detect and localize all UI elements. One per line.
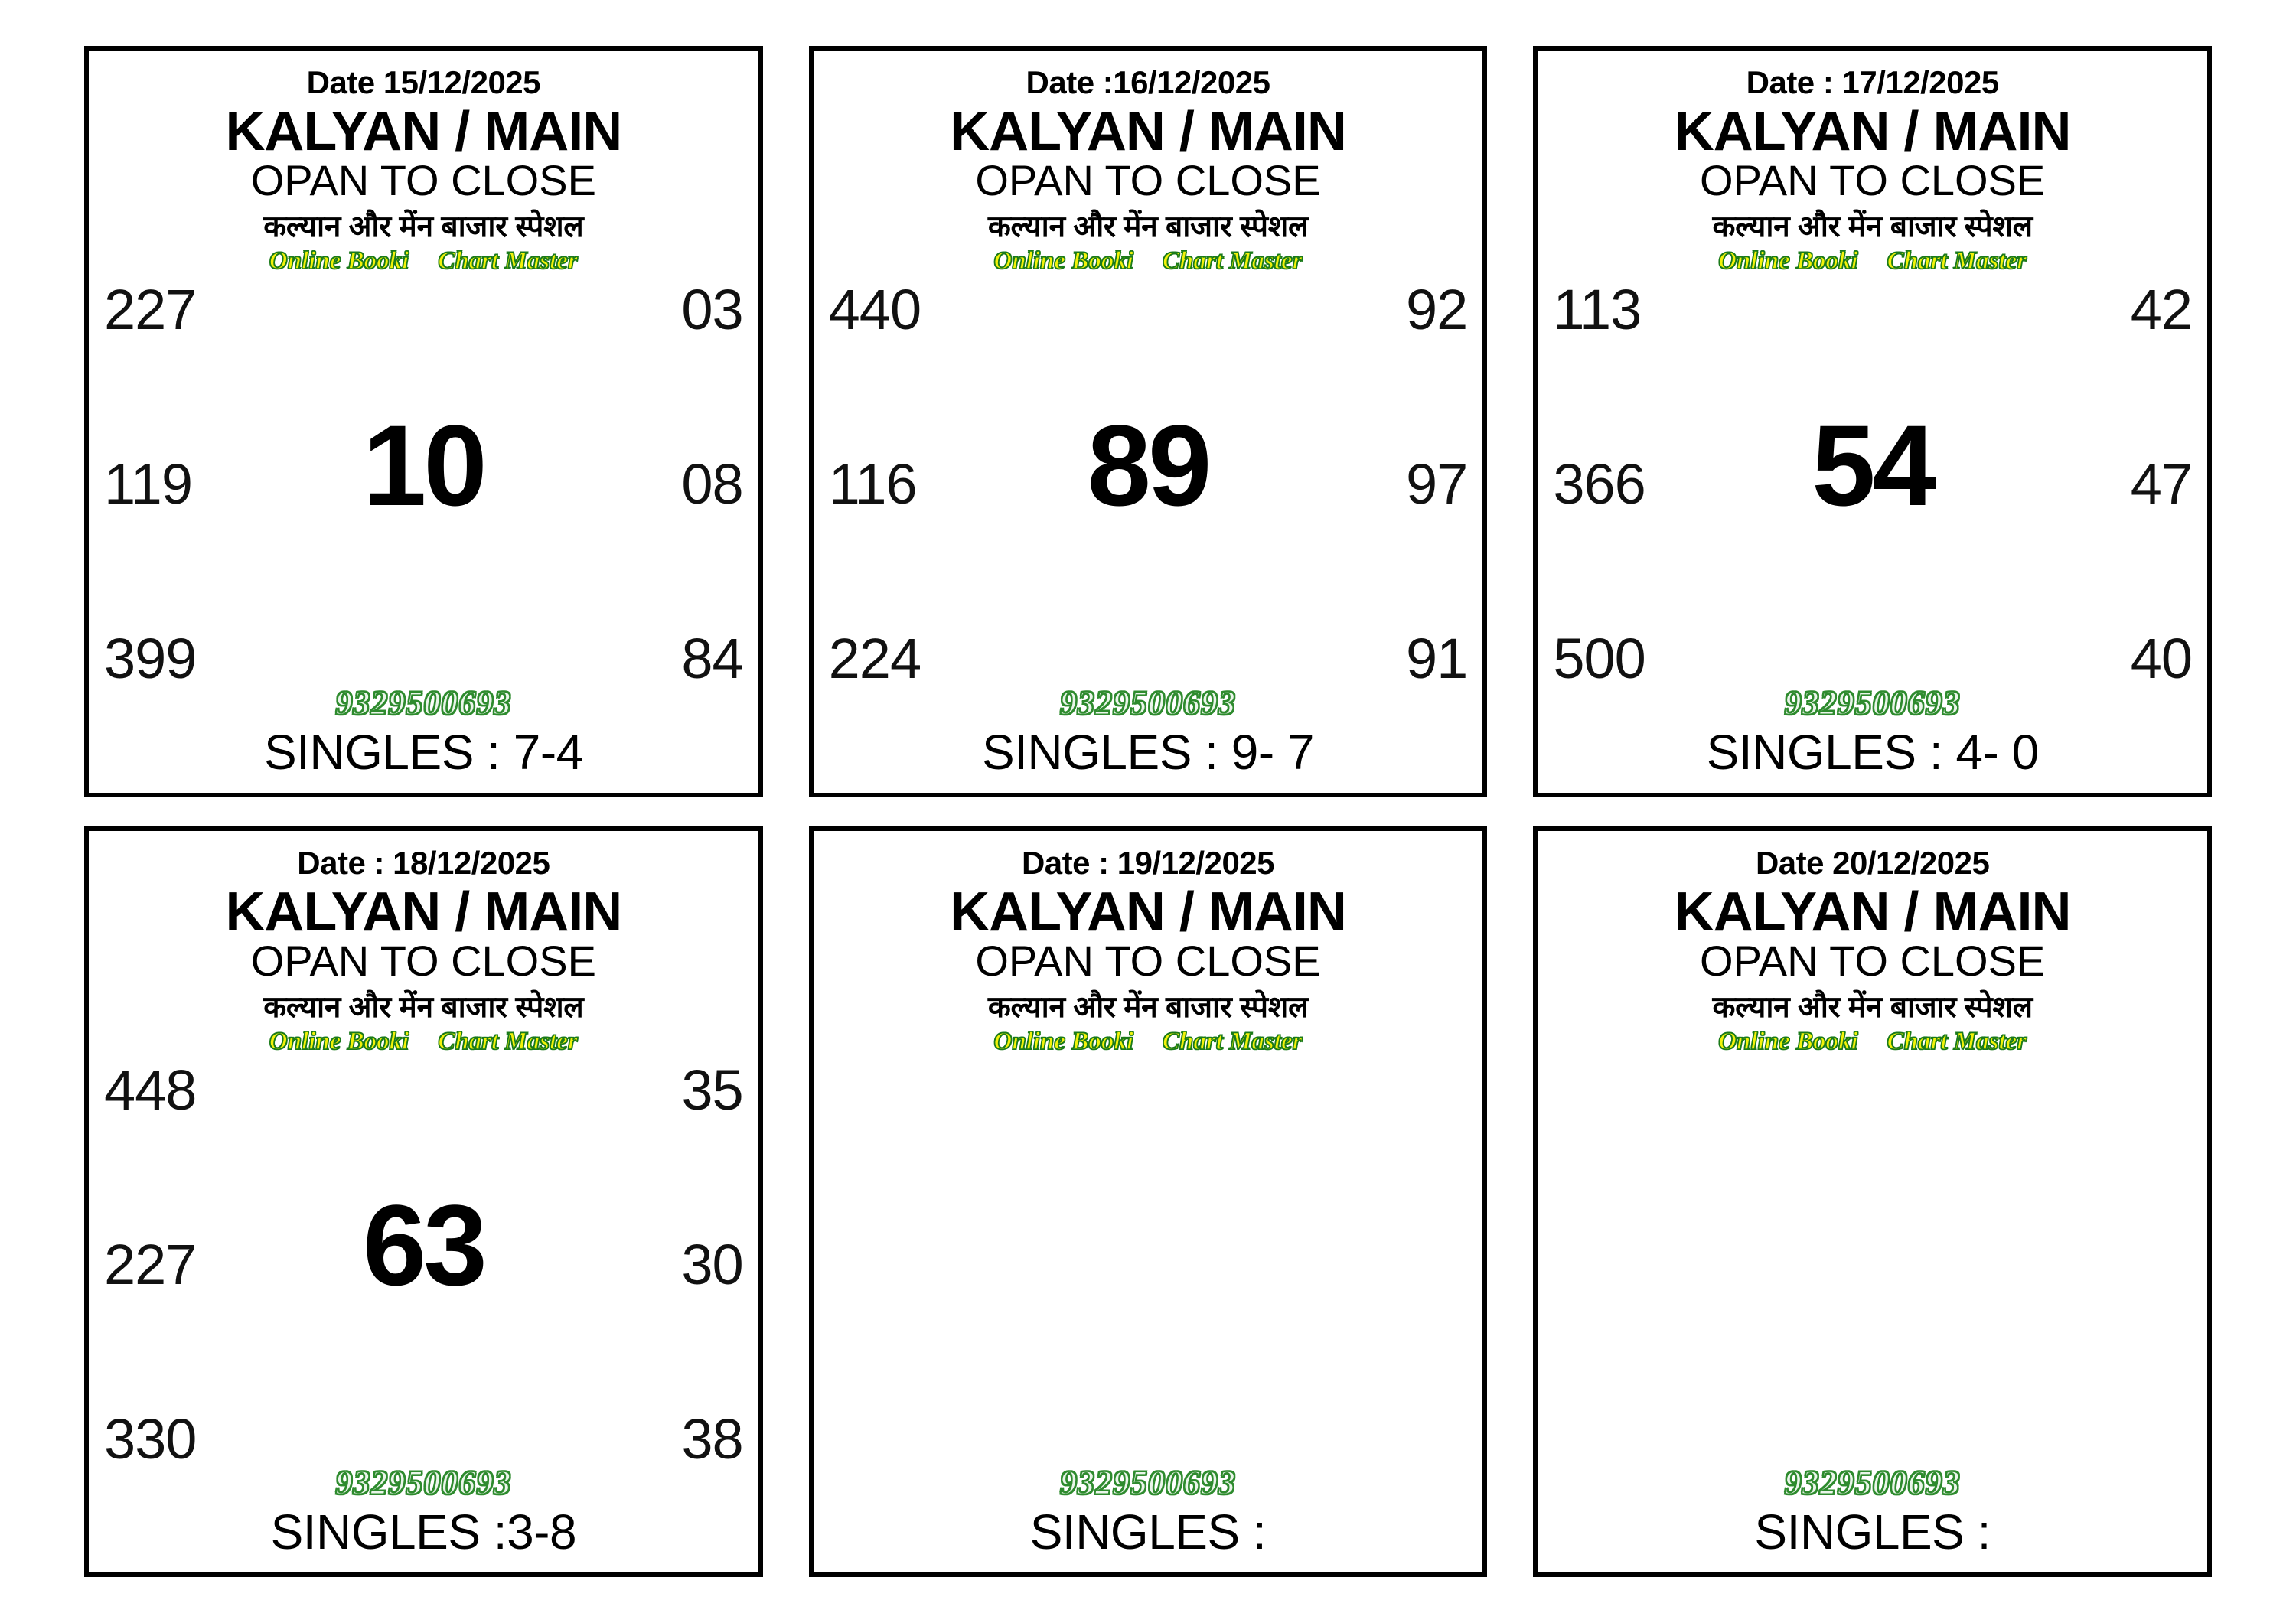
singles-value: 3-8 — [507, 1504, 577, 1559]
number-row — [1553, 278, 2192, 342]
card-title: KALYAN / MAIN — [1674, 101, 2071, 162]
card-title: KALYAN / MAIN — [225, 101, 622, 162]
brand-chart-master: Chart Master — [1162, 1027, 1303, 1055]
card-hindi-subtitle: कल्यान और मेंन बाजार स्पेशल — [1712, 990, 2033, 1024]
singles-line — [99, 724, 748, 781]
result-card — [809, 826, 1488, 1578]
close-panna: 38 — [681, 1406, 743, 1471]
open-panna: 440 — [828, 278, 921, 342]
card-subtitle: OPAN TO CLOSE — [250, 936, 596, 985]
result-card — [84, 46, 763, 797]
open-panna: 448 — [104, 1058, 197, 1122]
brand-online-booki: Online Booki — [269, 1027, 409, 1055]
result-card — [84, 826, 763, 1578]
contact-phone: 9329500693 — [335, 683, 512, 722]
brand-chart-master: Chart Master — [1887, 247, 2027, 275]
open-panna: 227 — [104, 1232, 197, 1296]
close-panna: 35 — [681, 1058, 743, 1122]
card-subtitle: OPAN TO CLOSE — [250, 156, 596, 205]
open-panna: 366 — [1553, 452, 1645, 517]
singles-label: SINGLES : — [1029, 1504, 1267, 1559]
close-panna: 91 — [1406, 627, 1468, 691]
brand-row — [824, 1028, 1473, 1056]
close-panna: 97 — [1406, 452, 1468, 517]
singles-label: SINGLES : — [1754, 1504, 1991, 1559]
singles-line — [824, 1504, 1473, 1560]
brand-chart-master: Chart Master — [438, 247, 578, 275]
brand-chart-master: Chart Master — [1162, 247, 1303, 275]
numbers-block — [1548, 1056, 2197, 1468]
brand-online-booki: Online Booki — [993, 1027, 1133, 1055]
contact-phone: 9329500693 — [1059, 683, 1236, 722]
close-panna: 30 — [681, 1232, 743, 1296]
singles-line — [1548, 1504, 2197, 1560]
card-title: KALYAN / MAIN — [950, 101, 1346, 162]
number-row — [828, 278, 1468, 342]
singles-label: SINGLES : — [263, 724, 514, 780]
numbers-block — [99, 275, 748, 691]
close-panna: 47 — [2130, 452, 2192, 517]
open-panna: 116 — [828, 452, 917, 517]
card-title: KALYAN / MAIN — [1674, 881, 2071, 943]
card-date: Date 15/12/2025 — [306, 64, 541, 100]
singles-label: SINGLES : — [981, 724, 1231, 780]
numbers-block — [824, 1056, 1473, 1468]
brand-row — [99, 247, 748, 275]
close-panna: 40 — [2130, 627, 2192, 691]
singles-label: SINGLES : — [1706, 724, 1956, 780]
singles-line — [99, 1504, 748, 1560]
number-row — [104, 1406, 743, 1471]
open-panna: 227 — [104, 278, 197, 342]
numbers-block — [1548, 275, 2197, 691]
number-row — [104, 278, 743, 342]
close-panna: 92 — [1406, 278, 1468, 342]
contact-phone: 9329500693 — [1784, 683, 1961, 722]
close-panna: 42 — [2130, 278, 2192, 342]
card-hindi-subtitle: कल्यान और मेंन बाजार स्पेशल — [263, 990, 584, 1024]
singles-line — [1548, 724, 2197, 781]
brand-online-booki: Online Booki — [269, 247, 409, 275]
singles-label: SINGLES : — [270, 1504, 507, 1559]
open-panna: 224 — [828, 627, 921, 691]
singles-value: 4- 0 — [1955, 724, 2039, 780]
open-panna: 119 — [104, 452, 192, 517]
open-panna: 399 — [104, 627, 197, 691]
close-panna: 84 — [681, 627, 743, 691]
jodi-number: 10 — [362, 400, 484, 530]
contact-phone: 9329500693 — [1784, 1464, 1961, 1501]
result-card — [809, 46, 1488, 797]
card-hindi-subtitle: कल्यान और मेंन बाजार स्पेशल — [987, 990, 1309, 1024]
close-panna: 08 — [681, 452, 743, 517]
open-panna: 330 — [104, 1406, 197, 1471]
card-subtitle: OPAN TO CLOSE — [1700, 936, 2046, 985]
brand-row — [99, 1028, 748, 1056]
number-row — [104, 1058, 743, 1122]
brand-row — [1548, 247, 2197, 275]
brand-online-booki: Online Booki — [1718, 1027, 1858, 1055]
numbers-block — [99, 1056, 748, 1471]
card-hindi-subtitle: कल्यान और मेंन बाजार स्पेशल — [1712, 210, 2033, 244]
card-subtitle: OPAN TO CLOSE — [1700, 156, 2046, 205]
jodi-number: 89 — [1087, 400, 1209, 530]
number-row — [828, 627, 1468, 691]
card-date: Date :16/12/2025 — [1026, 64, 1270, 100]
singles-value: 9- 7 — [1231, 724, 1315, 780]
open-panna: 113 — [1553, 278, 1642, 342]
contact-phone: 9329500693 — [335, 1464, 512, 1501]
card-title: KALYAN / MAIN — [225, 881, 622, 943]
jodi-number: 63 — [362, 1181, 484, 1310]
brand-row — [1548, 1028, 2197, 1056]
card-hindi-subtitle: कल्यान और मेंन बाजार स्पेशल — [263, 210, 584, 244]
singles-line — [824, 724, 1473, 781]
numbers-block — [824, 275, 1473, 691]
card-subtitle: OPAN TO CLOSE — [975, 936, 1321, 985]
card-title: KALYAN / MAIN — [950, 881, 1346, 943]
singles-value: 7-4 — [513, 724, 583, 780]
result-card — [1533, 46, 2212, 797]
result-card — [1533, 826, 2212, 1578]
brand-row — [824, 247, 1473, 275]
card-subtitle: OPAN TO CLOSE — [975, 156, 1321, 205]
card-hindi-subtitle: कल्यान और मेंन बाजार स्पेशल — [987, 210, 1309, 244]
card-grid — [84, 46, 2212, 1577]
open-panna: 500 — [1553, 627, 1645, 691]
close-panna: 03 — [681, 278, 743, 342]
card-date: Date : 18/12/2025 — [297, 844, 550, 881]
brand-chart-master: Chart Master — [1887, 1027, 2027, 1055]
card-date: Date 20/12/2025 — [1755, 844, 1990, 881]
brand-chart-master: Chart Master — [438, 1027, 578, 1055]
contact-phone: 9329500693 — [1059, 1464, 1236, 1501]
number-row — [1553, 627, 2192, 691]
brand-online-booki: Online Booki — [993, 247, 1133, 275]
card-date: Date : 19/12/2025 — [1021, 844, 1275, 881]
jodi-number: 54 — [1812, 400, 1934, 530]
number-row — [104, 627, 743, 691]
card-date: Date : 17/12/2025 — [1746, 64, 1999, 100]
brand-online-booki: Online Booki — [1718, 247, 1858, 275]
